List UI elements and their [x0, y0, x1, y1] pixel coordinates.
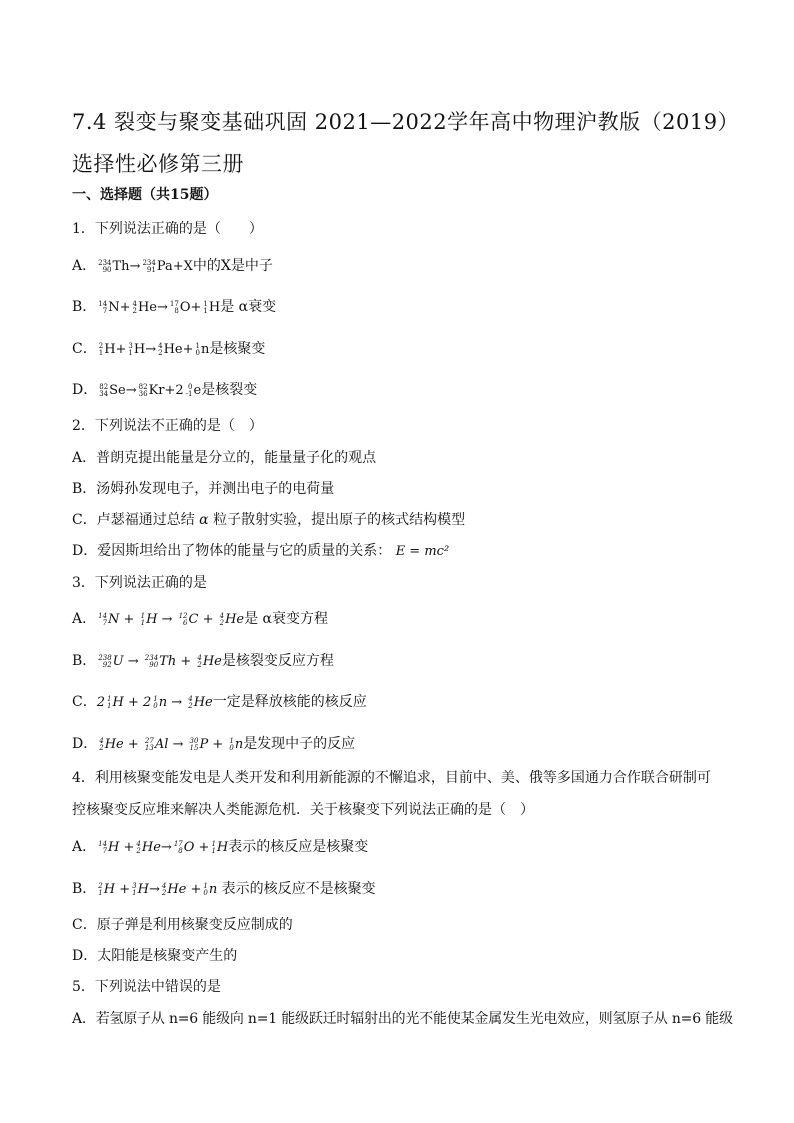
question-2-option-b: B．汤姆孙发现电子，并测出电子的电荷量: [72, 481, 335, 497]
question-1-stem: 1．下列说法正确的是（ ）: [72, 221, 263, 237]
question-1-option-b: B． 14 7 N+ 4 2 He→ 17 8 O+ 1 1 H是 α衰变: [72, 299, 277, 315]
question-3-stem: 3．下列说法正确的是: [72, 575, 207, 591]
question-1-option-a: A． 234 90 Th→ 234 91 Pa+X中的X是中子: [72, 258, 273, 274]
question-4-option-a: A． 14 7 H + 4 2 He→ 17 8 O + 1 1 H表示的核反应是核聚变: [72, 839, 369, 855]
question-2-stem: 2．下列说法不正确的是（ ）: [72, 418, 263, 434]
question-3-option-d: D． 4 2 He + 27 13 Al → 30 15 P + 1 0 n是发现中子的反应: [72, 736, 356, 752]
question-3-option-b: B． 238 92 U → 234 90 Th + 4 2 He是核裂变反应方程: [72, 653, 334, 669]
question-4-option-c: C．原子弹是利用核聚变反应制成的: [72, 917, 293, 933]
question-3-option-c: C．2 1 1 H + 2 1 0 n → 4 2 He一定是释放核能的核反应: [72, 694, 367, 710]
question-2-option-a: A．普朗克提出能量是分立的，能量量子化的观点: [72, 450, 377, 466]
question-1-option-c: C． 2 1 H+ 3 1 H→ 4 2 He+ 1 0 n是核聚变: [72, 341, 266, 357]
question-5-option-a: A．若氢原子从 n=6 能级向 n=1 能级跃迁时辐射出的光不能使某金属发生光电效应，则氢原子从 n=6 能级: [72, 1011, 733, 1027]
question-4-option-b: B． 2 1 H + 3 1 H→ 4 2 He + 1 0 n 表示的核反应不是核聚变: [72, 881, 376, 897]
question-3-option-a: A． 14 7 N + 1 1 H → 12 6 C + 4 2 He是 α衰变方程: [72, 611, 328, 627]
question-2-option-c: C．卢瑟福通过总结 α 粒子散射实验，提出原子的核式结构模型: [72, 512, 466, 528]
page-title: 7.4 裂变与聚变基础巩固 2021—2022学年高中物理沪教版（2019）选择性必修第三册: [72, 110, 729, 176]
question-4-stem: 4．利用核聚变能发电是人类开发和利用新能源的不懈追求，目前中、美、俄等多国通力合作联合研制可控核聚变反应堆来解决人类能源危机．关于核聚变下列说法正确的是（ ）: [72, 770, 711, 818]
question-1-option-d: D． 82 34 Se→ 82 36 Kr+2 0 -1 e是核裂变: [72, 382, 258, 398]
question-5-stem: 5．下列说法中错误的是: [72, 979, 221, 995]
section-heading: 一、选择题（共15题）: [72, 187, 218, 203]
mass-energy-formula: E = mc²: [395, 544, 450, 559]
question-4-option-d: D．太阳能是核聚变产生的: [72, 948, 238, 964]
question-2-option-d: D．爱因斯坦给出了物体的能量与它的质量的关系： E = mc²: [72, 543, 450, 559]
